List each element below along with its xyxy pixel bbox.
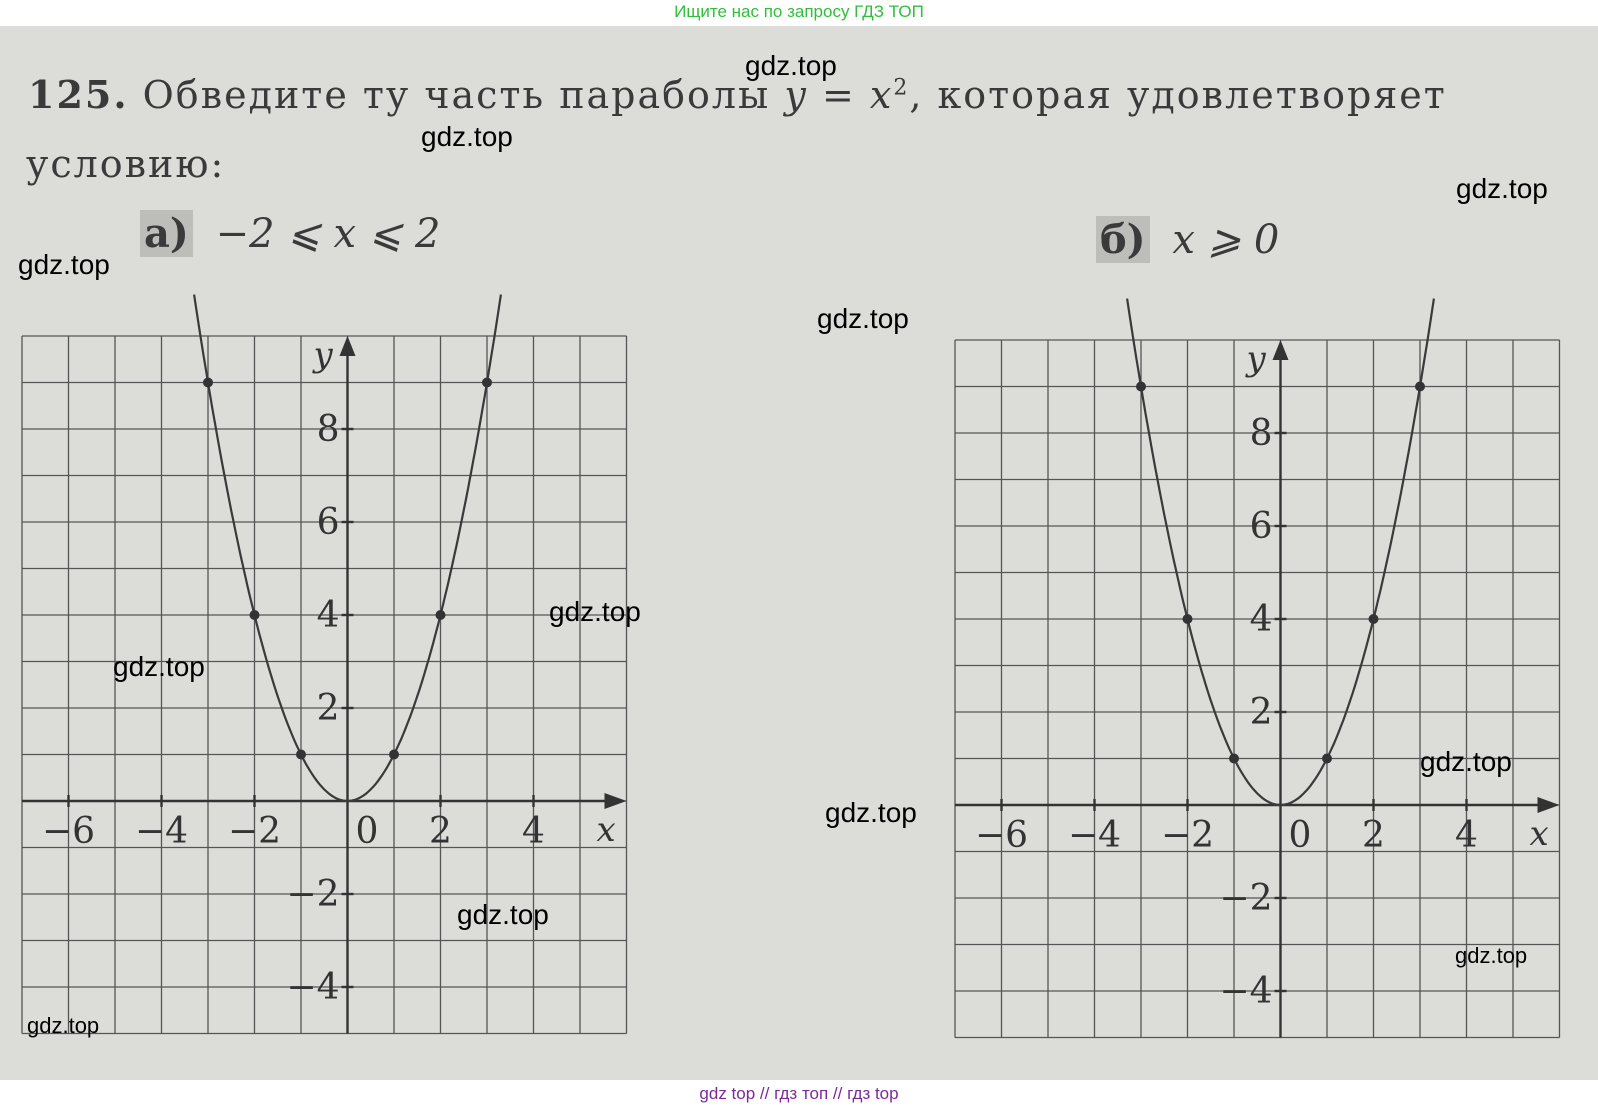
y-tick-label: 2 xyxy=(316,688,340,729)
formula-x: x xyxy=(869,73,894,117)
x-tick-label: 4 xyxy=(1455,815,1478,856)
x-tick-label: −2 xyxy=(227,811,282,852)
y-axis-label: y xyxy=(313,335,333,375)
y-tick-label: −4 xyxy=(1219,971,1273,1012)
graph-a xyxy=(22,336,642,1046)
condition-a xyxy=(140,210,440,257)
watermark: gdz.top xyxy=(745,50,837,81)
problem-number: 125. xyxy=(28,72,129,117)
x-tick-label: −2 xyxy=(1160,815,1215,856)
x-tick-label: −6 xyxy=(974,815,1029,856)
condition-a-label: а) xyxy=(140,210,193,257)
bottom-banner: gdz top // гдз топ // гдз top xyxy=(699,1084,899,1103)
data-point xyxy=(482,378,492,388)
x-tick-label: 0 xyxy=(355,811,379,852)
watermark: gdz.top xyxy=(18,249,110,280)
formula-eq: = xyxy=(821,73,856,117)
data-point xyxy=(1415,382,1425,392)
y-tick-label: −4 xyxy=(286,967,340,1008)
formula-exponent: 2 xyxy=(893,75,910,101)
data-point xyxy=(1136,382,1146,392)
x-axis-label: x xyxy=(1529,814,1549,854)
x-tick-label: −6 xyxy=(41,811,96,852)
formula-y: y xyxy=(784,73,808,117)
watermark: gdz.top xyxy=(113,651,205,682)
watermark: gdz.top xyxy=(1456,173,1548,204)
y-tick-label: 6 xyxy=(1249,506,1273,547)
condition-b-label: б) xyxy=(1096,216,1150,263)
watermark: gdz.top xyxy=(421,121,513,152)
data-point xyxy=(1229,754,1239,764)
x-tick-label: −4 xyxy=(1067,815,1122,856)
watermark: gdz.top xyxy=(549,596,641,627)
y-tick-label: −2 xyxy=(286,874,340,915)
condition-b xyxy=(1096,216,1279,263)
watermark: gdz.top xyxy=(817,303,909,334)
top-banner: Ищите нас по запросу ГДЗ ТОП xyxy=(674,2,924,21)
x-tick-label: 2 xyxy=(1362,815,1385,856)
data-point xyxy=(436,610,446,620)
y-axis-arrow-icon xyxy=(340,336,356,356)
data-point xyxy=(203,378,213,388)
x-axis-label: x xyxy=(596,810,616,850)
x-tick-label: 0 xyxy=(1288,815,1312,856)
watermark: gdz.top xyxy=(825,797,917,828)
watermark: gdz.top xyxy=(1420,746,1512,777)
y-tick-label: 6 xyxy=(316,502,340,543)
data-point xyxy=(1369,614,1379,624)
condition-b-text: x ⩾ 0 xyxy=(1172,217,1280,263)
watermark: gdz.top xyxy=(1455,943,1528,968)
y-tick-label: 2 xyxy=(1249,692,1273,733)
y-tick-label: 8 xyxy=(316,409,340,450)
condition-a-text: −2 ⩽ x ⩽ 2 xyxy=(215,211,441,257)
data-point xyxy=(389,750,399,760)
problem-text: Обведите ту часть параболы xyxy=(142,73,771,117)
x-axis-arrow-icon xyxy=(1538,797,1560,813)
y-tick-label: 4 xyxy=(316,595,340,636)
watermark: gdz.top xyxy=(457,899,549,930)
data-point xyxy=(1183,614,1193,624)
y-tick-label: 8 xyxy=(1249,413,1273,454)
x-tick-label: 2 xyxy=(429,811,452,852)
watermark: gdz.top xyxy=(27,1013,100,1038)
data-point xyxy=(250,610,260,620)
y-axis-label: y xyxy=(1246,339,1266,379)
x-tick-label: 4 xyxy=(522,811,545,852)
problem-text-continued: условию: xyxy=(26,142,226,186)
y-axis-arrow-icon xyxy=(1273,340,1289,360)
y-tick-label: −2 xyxy=(1219,878,1273,919)
data-point xyxy=(1322,754,1332,764)
x-axis-arrow-icon xyxy=(605,793,627,809)
data-point xyxy=(296,750,306,760)
problem-text-after: , которая удовлетворяет xyxy=(909,73,1447,117)
x-tick-label: −4 xyxy=(134,811,189,852)
y-tick-label: 4 xyxy=(1249,599,1273,640)
